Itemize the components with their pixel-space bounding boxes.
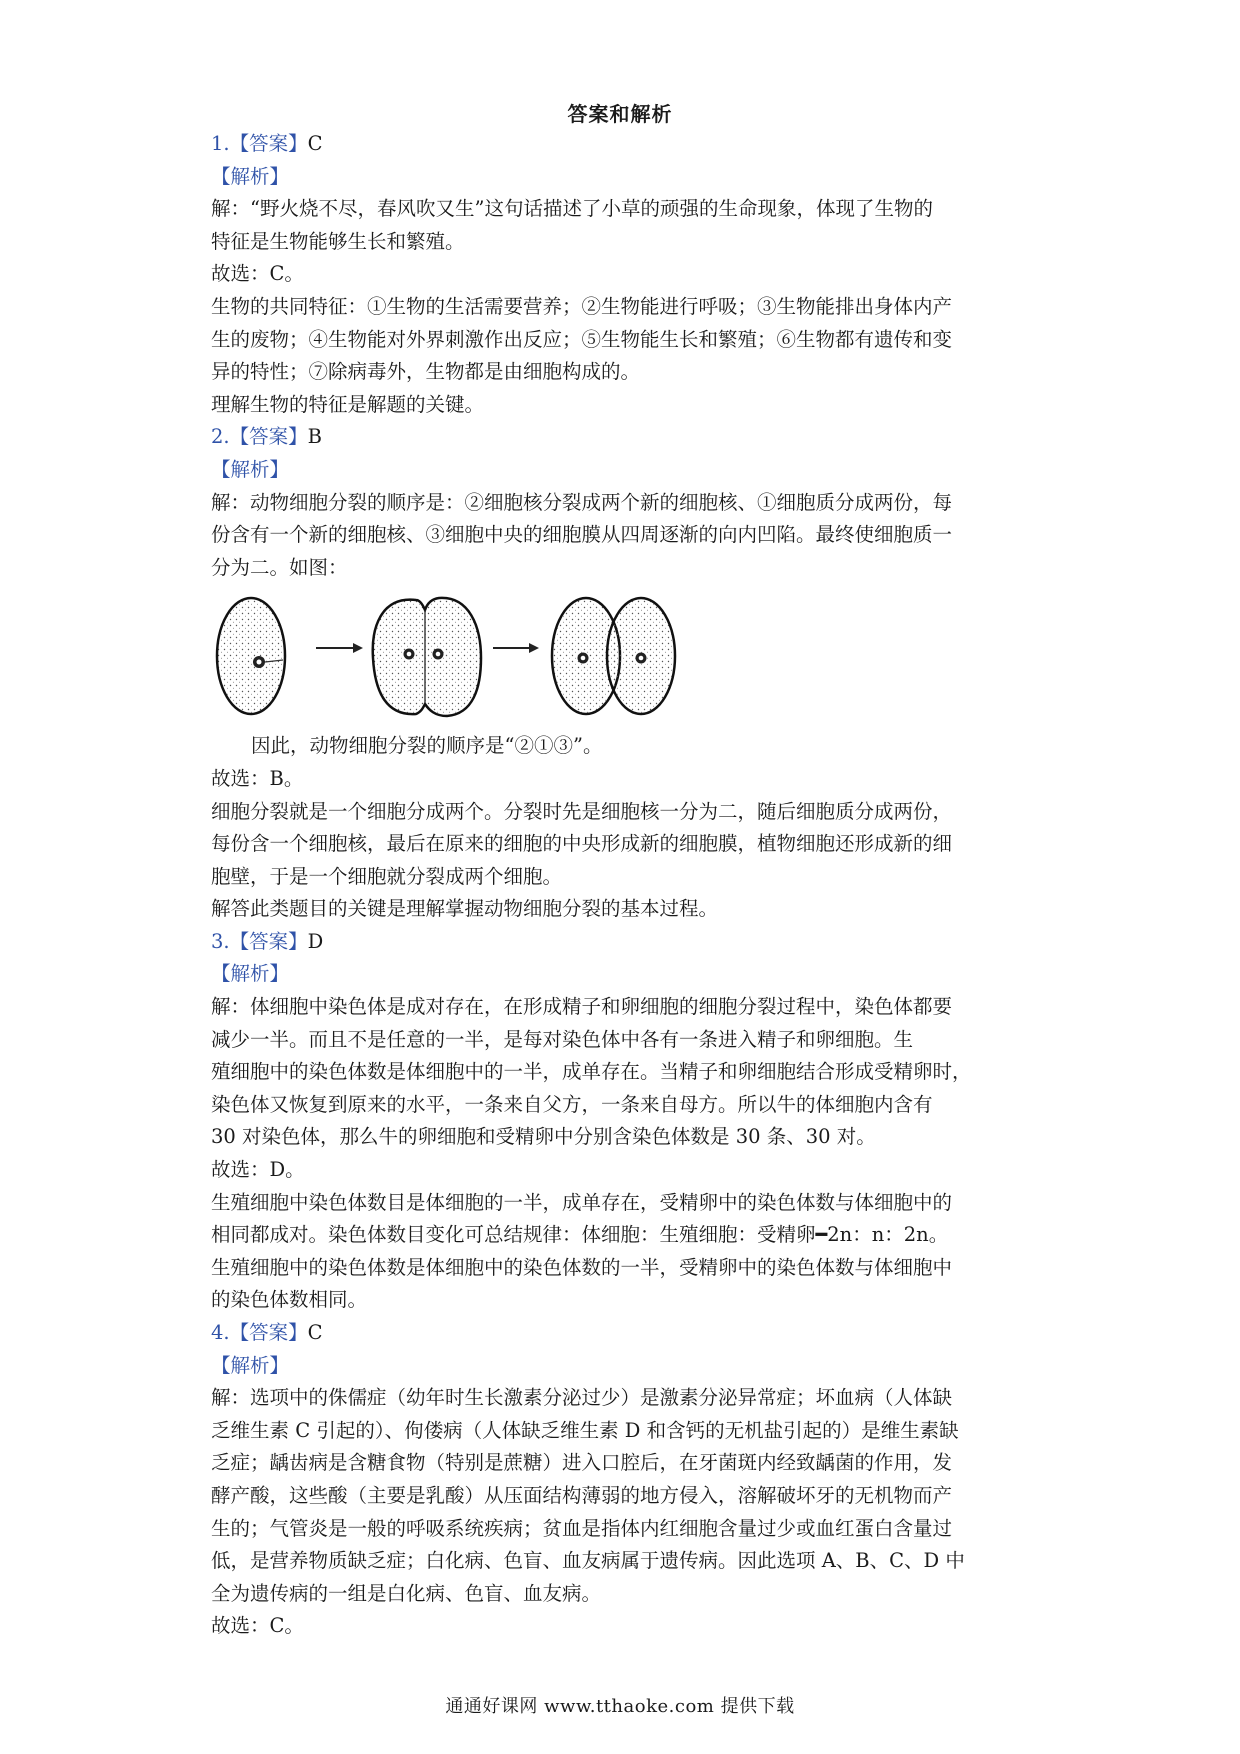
q3-line: 生殖细胞中的染色体数是体细胞中的染色体数的一半，受精卵中的染色体数与体细胞中: [211, 1255, 953, 1279]
q1-analysis-tag: 【解析】: [211, 164, 290, 188]
cell-division-figure: [211, 588, 1041, 728]
q4-line: 乏维生素 C 引起的）、佝偻病（人体缺乏维生素 D 和含钙的无机盐引起的）是维生素缺: [211, 1418, 959, 1442]
q4-number: 4.: [211, 1321, 230, 1344]
q4-line: 低，是营养物质缺乏症；白化病、色盲、血友病属于遗传病。因此选项 A、B、C、D 中: [211, 1549, 965, 1573]
arrow-icon: [316, 643, 363, 653]
page-title: 答案和解析: [567, 102, 673, 126]
q1-line: 理解生物的特征是解题的关键。: [211, 392, 485, 416]
q4-line: 解：选项中的侏儒症（幼年时生长激素分泌过少）是激素分泌异常症；坏血病（人体缺: [211, 1386, 953, 1410]
cell-stage-3: [552, 598, 675, 714]
q3-line: 殖细胞中的染色体数是体细胞中的一半，成单存在。当精子和卵细胞结合形成受精卵时，: [211, 1060, 972, 1084]
q2-line: 故选：B。: [211, 766, 304, 790]
q4-analysis-tag: 【解析】: [211, 1353, 290, 1377]
q3-line: 生殖细胞中染色体数目是体细胞的一半，成单存在，受精卵中的染色体数与体细胞中的: [211, 1190, 953, 1214]
q4-line: 酵产酸，这些酸（主要是乳酸）从压面结构薄弱的地方侵入，溶解破坏牙的无机物而产: [211, 1483, 953, 1507]
page-footer: 通通好课网 www.tthaoke.com 提供下载: [445, 1696, 795, 1717]
q4-line: 全为遗传病的一组是白化病、色盲、血友病。: [211, 1581, 602, 1605]
q1-answer-tag: 【答案】: [229, 132, 308, 155]
q2-answer-value: B: [307, 425, 322, 449]
q4-line: 生的；气管炎是一般的呼吸系统疾病；贫血是指体内红细胞含量过少或血红蛋白含量过: [211, 1516, 953, 1540]
q3-number: 3.: [211, 929, 230, 953]
q1-line: 故选：C。: [211, 262, 304, 286]
cell-division-diagram: [211, 588, 691, 728]
q1-line: 异的特性；⑦除病毒外，生物都是由细胞构成的。: [211, 360, 641, 384]
q3-line: 故选：D。: [211, 1158, 305, 1182]
q3-answer-tag: 【答案】: [229, 929, 308, 953]
q2-analysis-tag: 【解析】: [211, 457, 290, 481]
q1-number: 1.: [211, 132, 230, 155]
q3-line: 的染色体数相同。: [211, 1288, 368, 1312]
q3-line: 解：体细胞中染色体是成对存在，在形成精子和卵细胞的细胞分裂过程中，染色体都要: [211, 995, 953, 1019]
q3-line: 染色体又恢复到原来的水平，一条来自父方，一条来自母方。所以牛的体细胞内含有: [211, 1092, 933, 1116]
q3-answer-value: D: [307, 929, 324, 953]
q3-answer-line: [211, 926, 1041, 959]
q1-line: 生物的共同特征：①生物的生活需要营养；②生物能进行呼吸；③生物能排出身体内产: [211, 294, 953, 318]
q2-line: 解：动物细胞分裂的顺序是：②细胞核分裂成两个新的细胞核、①细胞质分成两份，每: [211, 490, 953, 514]
q4-answer-tag: 【答案】: [229, 1321, 308, 1344]
q1-line: 解：“野火烧不尽，春风吹又生”这句话描述了小草的顽强的生命现象，体现了生物的: [211, 197, 933, 221]
q4-answer-value: C: [307, 1321, 323, 1344]
q3-line: 相同都成对。染色体数目变化可总结规律：体细胞：生殖细胞：受精卵━2n：n：2n。: [211, 1223, 949, 1247]
arrow-icon: [493, 643, 539, 653]
q1-line: 生的废物；④生物能对外界刺激作出反应；⑤生物能生长和繁殖；⑥生物都有遗传和变: [211, 327, 953, 351]
q2-answer-tag: 【答案】: [229, 425, 308, 449]
q2-answer-line: [211, 421, 1041, 454]
q2-number: 2.: [211, 425, 230, 449]
q3-line: 减少一半。而且不是任意的一半，是每对染色体中各有一条进入精子和卵细胞。生: [211, 1027, 914, 1051]
q2-line: 胞壁，于是一个细胞就分裂成两个细胞。: [211, 864, 563, 888]
q4-line: 故选：C。: [211, 1614, 304, 1638]
q2-line: 每份含一个细胞核，最后在原来的细胞的中央形成新的细胞膜，植物细胞还形成新的细: [211, 832, 953, 856]
q1-answer-line: [211, 128, 1041, 161]
q2-line: 解答此类题目的关键是理解掌握动物细胞分裂的基本过程。: [211, 897, 719, 921]
answer-content: [211, 128, 1041, 1643]
q1-answer-value: C: [307, 132, 323, 155]
q2-line: 细胞分裂就是一个细胞分成两个。分裂时先是细胞核一分为二，随后细胞质分成两份，: [211, 799, 953, 823]
cell-stage-2: [373, 598, 481, 716]
q3-line: 30 对染色体，那么牛的卵细胞和受精卵中分别含染色体数是 30 条、30 对。: [211, 1125, 876, 1149]
q1-line: 特征是生物能够生长和繁殖。: [211, 229, 465, 253]
q2-line: 分为二。如图：: [211, 555, 348, 579]
q4-answer-line: [211, 1317, 1041, 1350]
q3-analysis-tag: 【解析】: [211, 962, 290, 986]
q2-line: 份含有一个新的细胞核、③细胞中央的细胞膜从四周逐渐的向内凹陷。最终使细胞质一: [211, 523, 953, 547]
q2-line: 因此，动物细胞分裂的顺序是“②①③”。: [251, 734, 603, 758]
cell-stage-1: [217, 598, 285, 714]
q4-line: 乏症；龋齿病是含糖食物（特别是蔗糖）进入口腔后，在牙菌斑内经致龋菌的作用，发: [211, 1451, 953, 1475]
